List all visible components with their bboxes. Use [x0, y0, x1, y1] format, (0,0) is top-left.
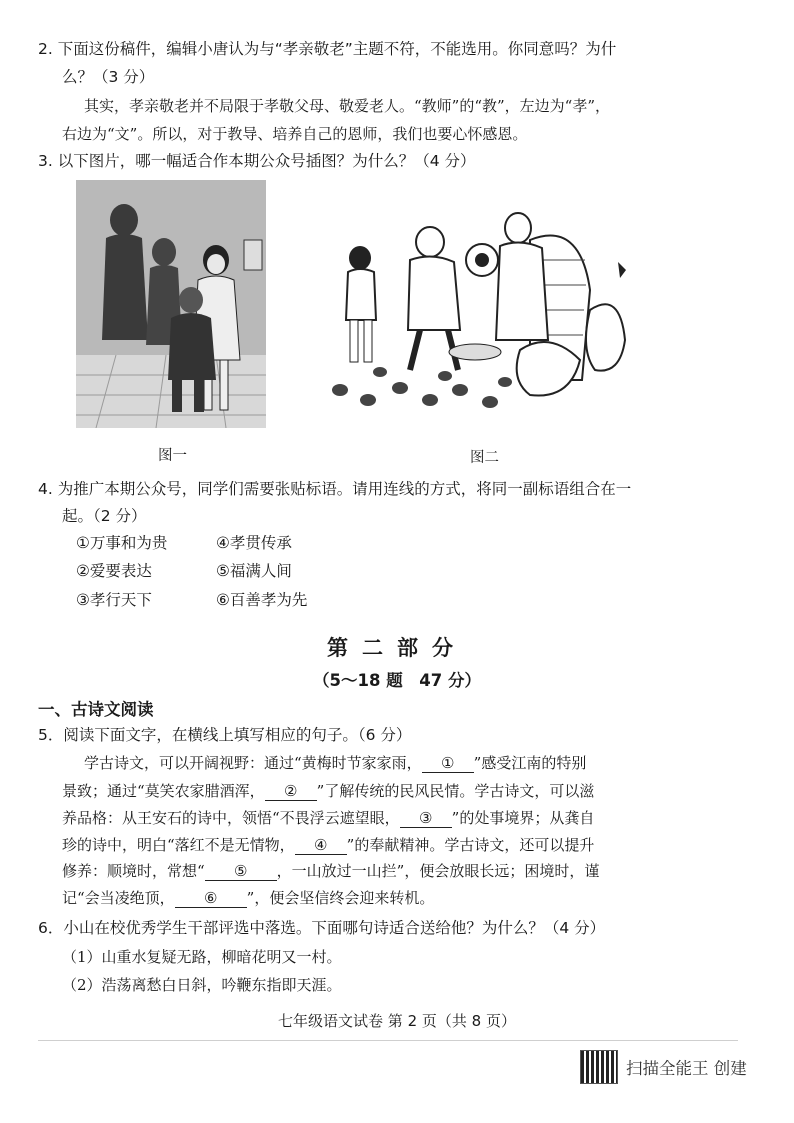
q4-stem-line1: 4. 为推广本期公众号，同学们需要张贴标语。请用连线的方式，将同一副标语组合在一 — [38, 480, 632, 498]
qr-code-icon — [580, 1050, 618, 1084]
q6-stem: 6．小山在校优秀学生干部评选中落选。下面哪句诗适合送给他？为什么？（4 分） — [38, 919, 606, 937]
q2-stem-line1: 2. 下面这份稿件，编辑小唐认为与“孝亲敬老”主题不符，不能选用。你同意吗？为什 — [38, 40, 617, 58]
q3-stem: 3. 以下图片，哪一幅适合作本期公众号插图？为什么？（4 分） — [38, 152, 476, 170]
q4-stem-line2: 起。（2 分） — [62, 507, 147, 525]
q6-option-1: （1）山重水复疑无路，柳暗花明又一村。 — [62, 948, 342, 966]
q5-passage-line3: 养品格：从王安石的诗中，领悟“不畏浮云遮望眼， ③ ”的处事境界；从龚自 — [62, 809, 595, 827]
answer-blank-5[interactable]: ⑤ — [205, 862, 277, 881]
q4-right-option-4: ④孝贯传承 — [216, 534, 292, 552]
figure-2-caption: 图二 — [470, 450, 499, 466]
watermark-text: 扫描全能王 创建 — [626, 1059, 747, 1078]
figure-2-illustration — [320, 200, 640, 422]
part-subtitle: （5～18 题 47 分） — [313, 671, 481, 690]
q4-left-option-2: ②爱要表达 — [76, 562, 152, 580]
q5-passage-line5: 修养：顺境时，常想“ ⑤ ，一山放过一山拦”，便会放眼长远；困境时，谨 — [62, 862, 600, 880]
q4-right-option-5: ⑤福满人间 — [216, 562, 292, 580]
q5-stem: 5．阅读下面文字，在横线上填写相应的句子。（6 分） — [38, 726, 412, 744]
q5-passage-line6: 记“会当凌绝顶， ⑥ ”，便会坚信终会迎来转机。 — [62, 889, 435, 907]
answer-blank-2[interactable]: ② — [265, 782, 317, 801]
q2-passage-line1: 其实，孝亲敬老并不局限于孝敬父母、敬爱老人。“教师”的“教”，左边为“孝”， — [84, 97, 611, 115]
q6-option-2: （2）浩荡离愁白日斜，吟鞭东指即天涯。 — [62, 976, 342, 994]
q4-left-option-1: ①万事和为贵 — [76, 534, 168, 552]
section-heading: 一、古诗文阅读 — [38, 700, 154, 719]
figure-1-caption: 图一 — [158, 448, 187, 464]
q5-passage-line4: 珍的诗中，明白“落红不是无情物， ④ ”的奉献精神。学古诗文，还可以提升 — [62, 836, 595, 854]
q2-passage-line2: 右边为“文”。所以，对于教导、培养自己的恩师，我们也要心怀感恩。 — [62, 125, 528, 143]
figure-1-illustration — [76, 180, 266, 428]
answer-blank-1[interactable]: ① — [422, 754, 474, 773]
q2-stem-line2: 么？（3 分） — [62, 68, 155, 86]
q4-right-option-6: ⑥百善孝为先 — [216, 591, 308, 609]
q5-passage-line2: 景致；通过“莫笑农家腊酒浑， ② ”了解传统的民风民情。学古诗文，可以滋 — [62, 782, 595, 800]
footer-divider — [38, 1040, 738, 1041]
page-footer: 七年级语文试卷 第 2 页（共 8 页） — [278, 1012, 516, 1030]
answer-blank-6[interactable]: ⑥ — [175, 889, 247, 908]
q5-passage-line1: 学古诗文，可以开阔视野：通过“黄梅时节家家雨， ① ”感受江南的特别 — [84, 754, 587, 772]
answer-blank-3[interactable]: ③ — [400, 809, 452, 828]
q4-left-option-3: ③孝行天下 — [76, 591, 152, 609]
scanner-watermark — [580, 1050, 747, 1084]
answer-blank-4[interactable]: ④ — [295, 836, 347, 855]
part-title: 第二部分 — [327, 636, 467, 660]
